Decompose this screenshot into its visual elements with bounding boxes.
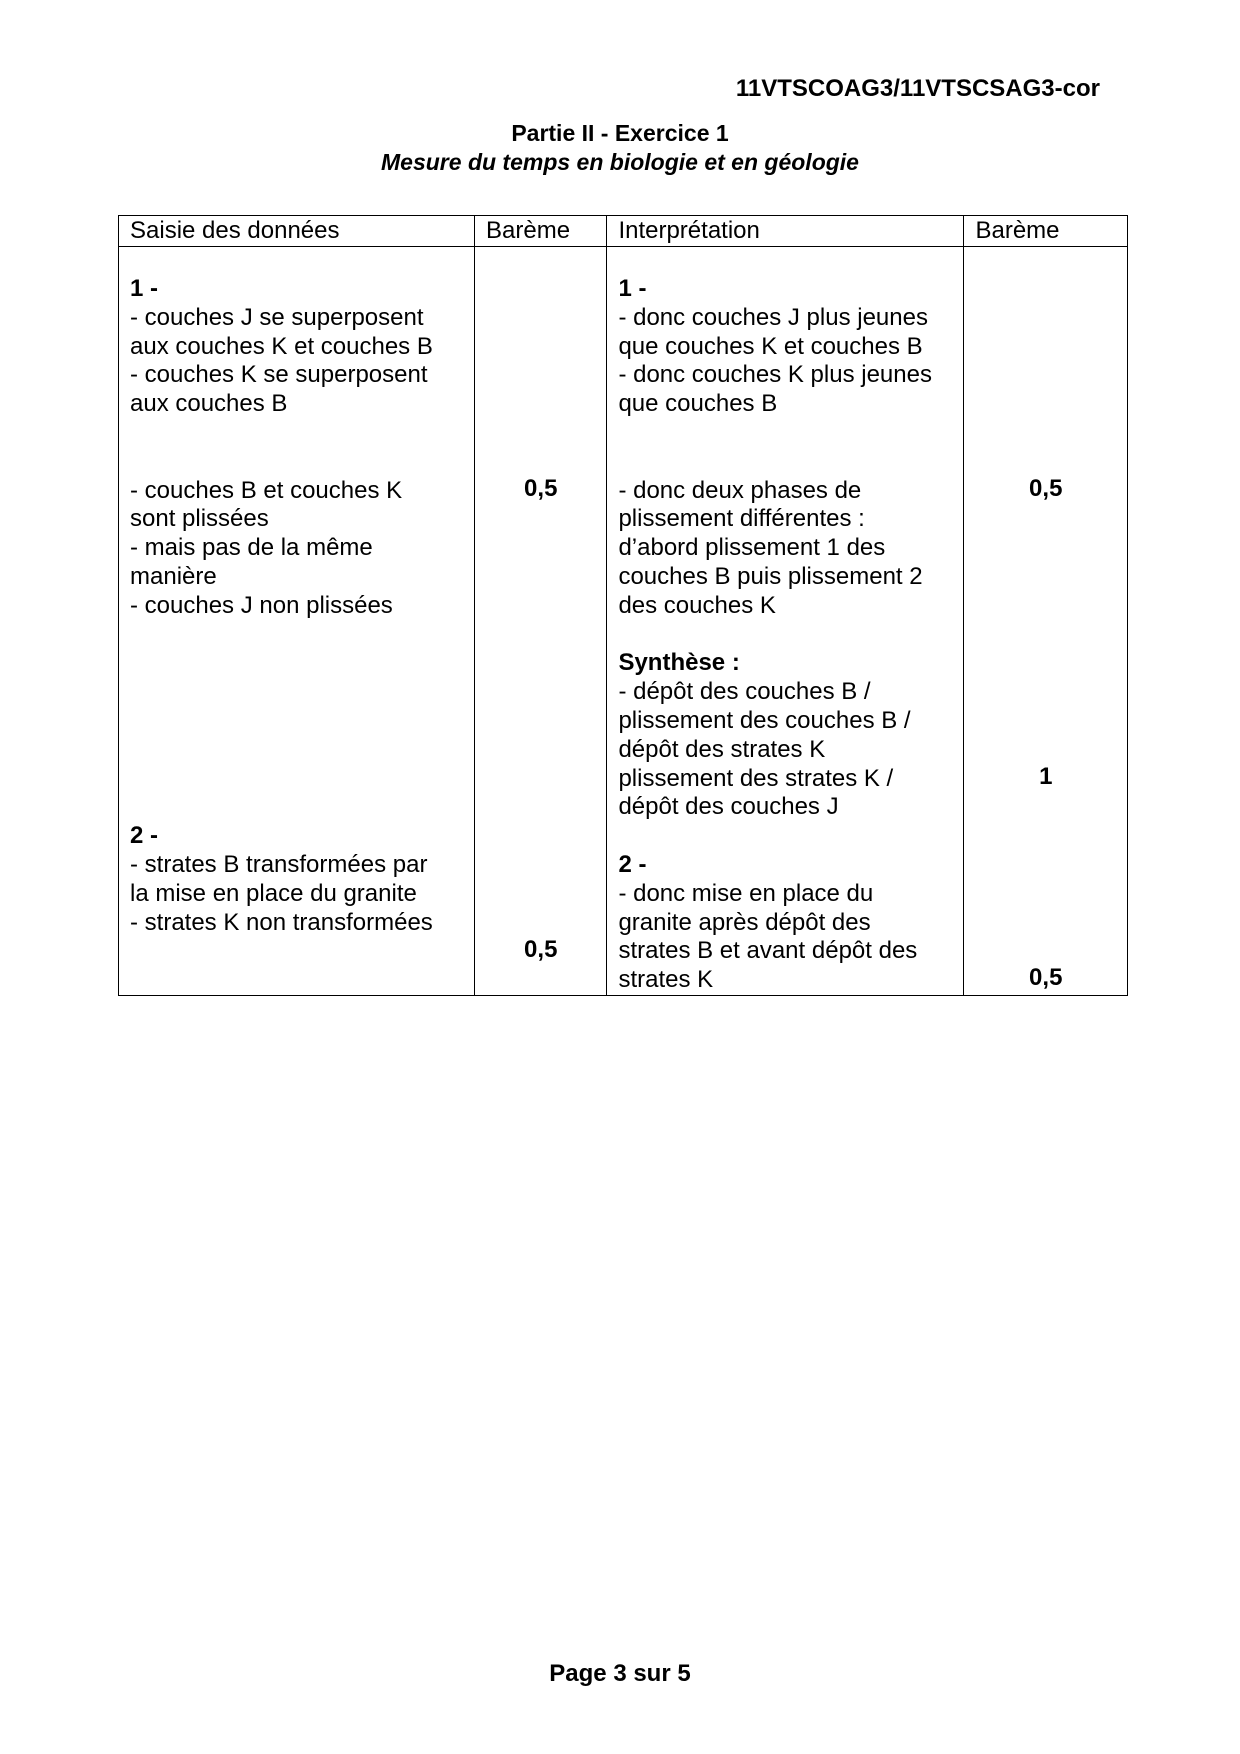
- data-score-part1: 0,5: [524, 475, 558, 502]
- data-part1-label: 1 -: [130, 275, 159, 302]
- data-part2-line: la mise en place du granite: [130, 879, 417, 907]
- page-number: Page 3 sur 5: [549, 1660, 691, 1687]
- data-part1b-line: sont plissées: [130, 505, 269, 533]
- data-part2-line: - strates B transformées par: [130, 850, 428, 878]
- header-data-entry: Saisie des données: [119, 216, 475, 247]
- data-score-cell: [475, 247, 607, 996]
- data-part1b-line: - couches J non plissées: [130, 591, 393, 619]
- header-interpretation: Interprétation: [607, 216, 964, 247]
- table-body-row: [119, 247, 1128, 996]
- interp-part1b-line: plissement différentes :: [618, 505, 865, 533]
- interpretation-cell: [607, 247, 964, 996]
- data-part1-line: aux couches B: [130, 390, 288, 418]
- data-part1b-line: - mais pas de la même: [130, 534, 373, 562]
- data-score-part2: 0,5: [524, 936, 558, 963]
- data-part1b-line: - couches B et couches K: [130, 476, 403, 504]
- interp-part2-line: strates K: [618, 966, 714, 994]
- synthesis-line: plissement des couches B /: [618, 706, 911, 734]
- grading-table: [118, 215, 1128, 996]
- data-part2-line: - strates K non transformées: [130, 908, 433, 936]
- interp-part1b-line: - donc deux phases de: [618, 476, 862, 504]
- data-part1-line: aux couches K et couches B: [130, 332, 433, 360]
- interp-part1-line: - donc couches K plus jeunes: [618, 361, 932, 389]
- interp-part1b-line: couches B puis plissement 2: [618, 562, 923, 590]
- data-part1-line: - couches J se superposent: [130, 303, 424, 331]
- synthesis-label: Synthèse :: [618, 649, 740, 677]
- synthesis-line: dépôt des strates K: [618, 735, 826, 763]
- synthesis-line: - dépôt des couches B /: [618, 678, 871, 706]
- data-part1b-line: manière: [130, 562, 217, 590]
- data-part1-line: - couches K se superposent: [130, 361, 428, 389]
- interp-part1-line: - donc couches J plus jeunes: [618, 303, 928, 331]
- document-code: 11VTSCOAG3/11VTSCSAG3-cor: [735, 75, 1100, 102]
- interp-part2-line: granite après dépôt des: [618, 908, 871, 936]
- synthesis-line: dépôt des couches J: [618, 793, 839, 821]
- interp-part1-line: que couches B: [618, 390, 778, 418]
- interp-part2-label: 2 -: [618, 850, 647, 878]
- interp-part2-line: strates B et avant dépôt des: [618, 937, 918, 965]
- interp-score-synthesis: 1: [1039, 763, 1053, 790]
- interp-part2-line: - donc mise en place du: [618, 879, 874, 907]
- interp-part1b-line: des couches K: [618, 591, 776, 619]
- interp-part1-label: 1 -: [618, 275, 647, 302]
- interp-score-cell: [964, 247, 1128, 996]
- interp-part1-line: que couches K et couches B: [618, 332, 923, 360]
- data-entry-cell: [119, 247, 475, 996]
- data-part2-label: 2 -: [130, 822, 159, 850]
- table-header-row: [119, 216, 1128, 247]
- interp-part1b-line: d’abord plissement 1 des: [618, 534, 886, 562]
- header-score-1: Barème: [475, 216, 607, 247]
- exercise-title: Partie II - Exercice 1: [511, 120, 729, 146]
- interp-score-part1: 0,5: [1029, 475, 1063, 502]
- exercise-subtitle: Mesure du temps en biologie et en géologie: [381, 149, 859, 175]
- synthesis-line: plissement des strates K /: [618, 764, 894, 792]
- interp-score-part2: 0,5: [1029, 964, 1063, 991]
- header-score-2: Barème: [964, 216, 1128, 247]
